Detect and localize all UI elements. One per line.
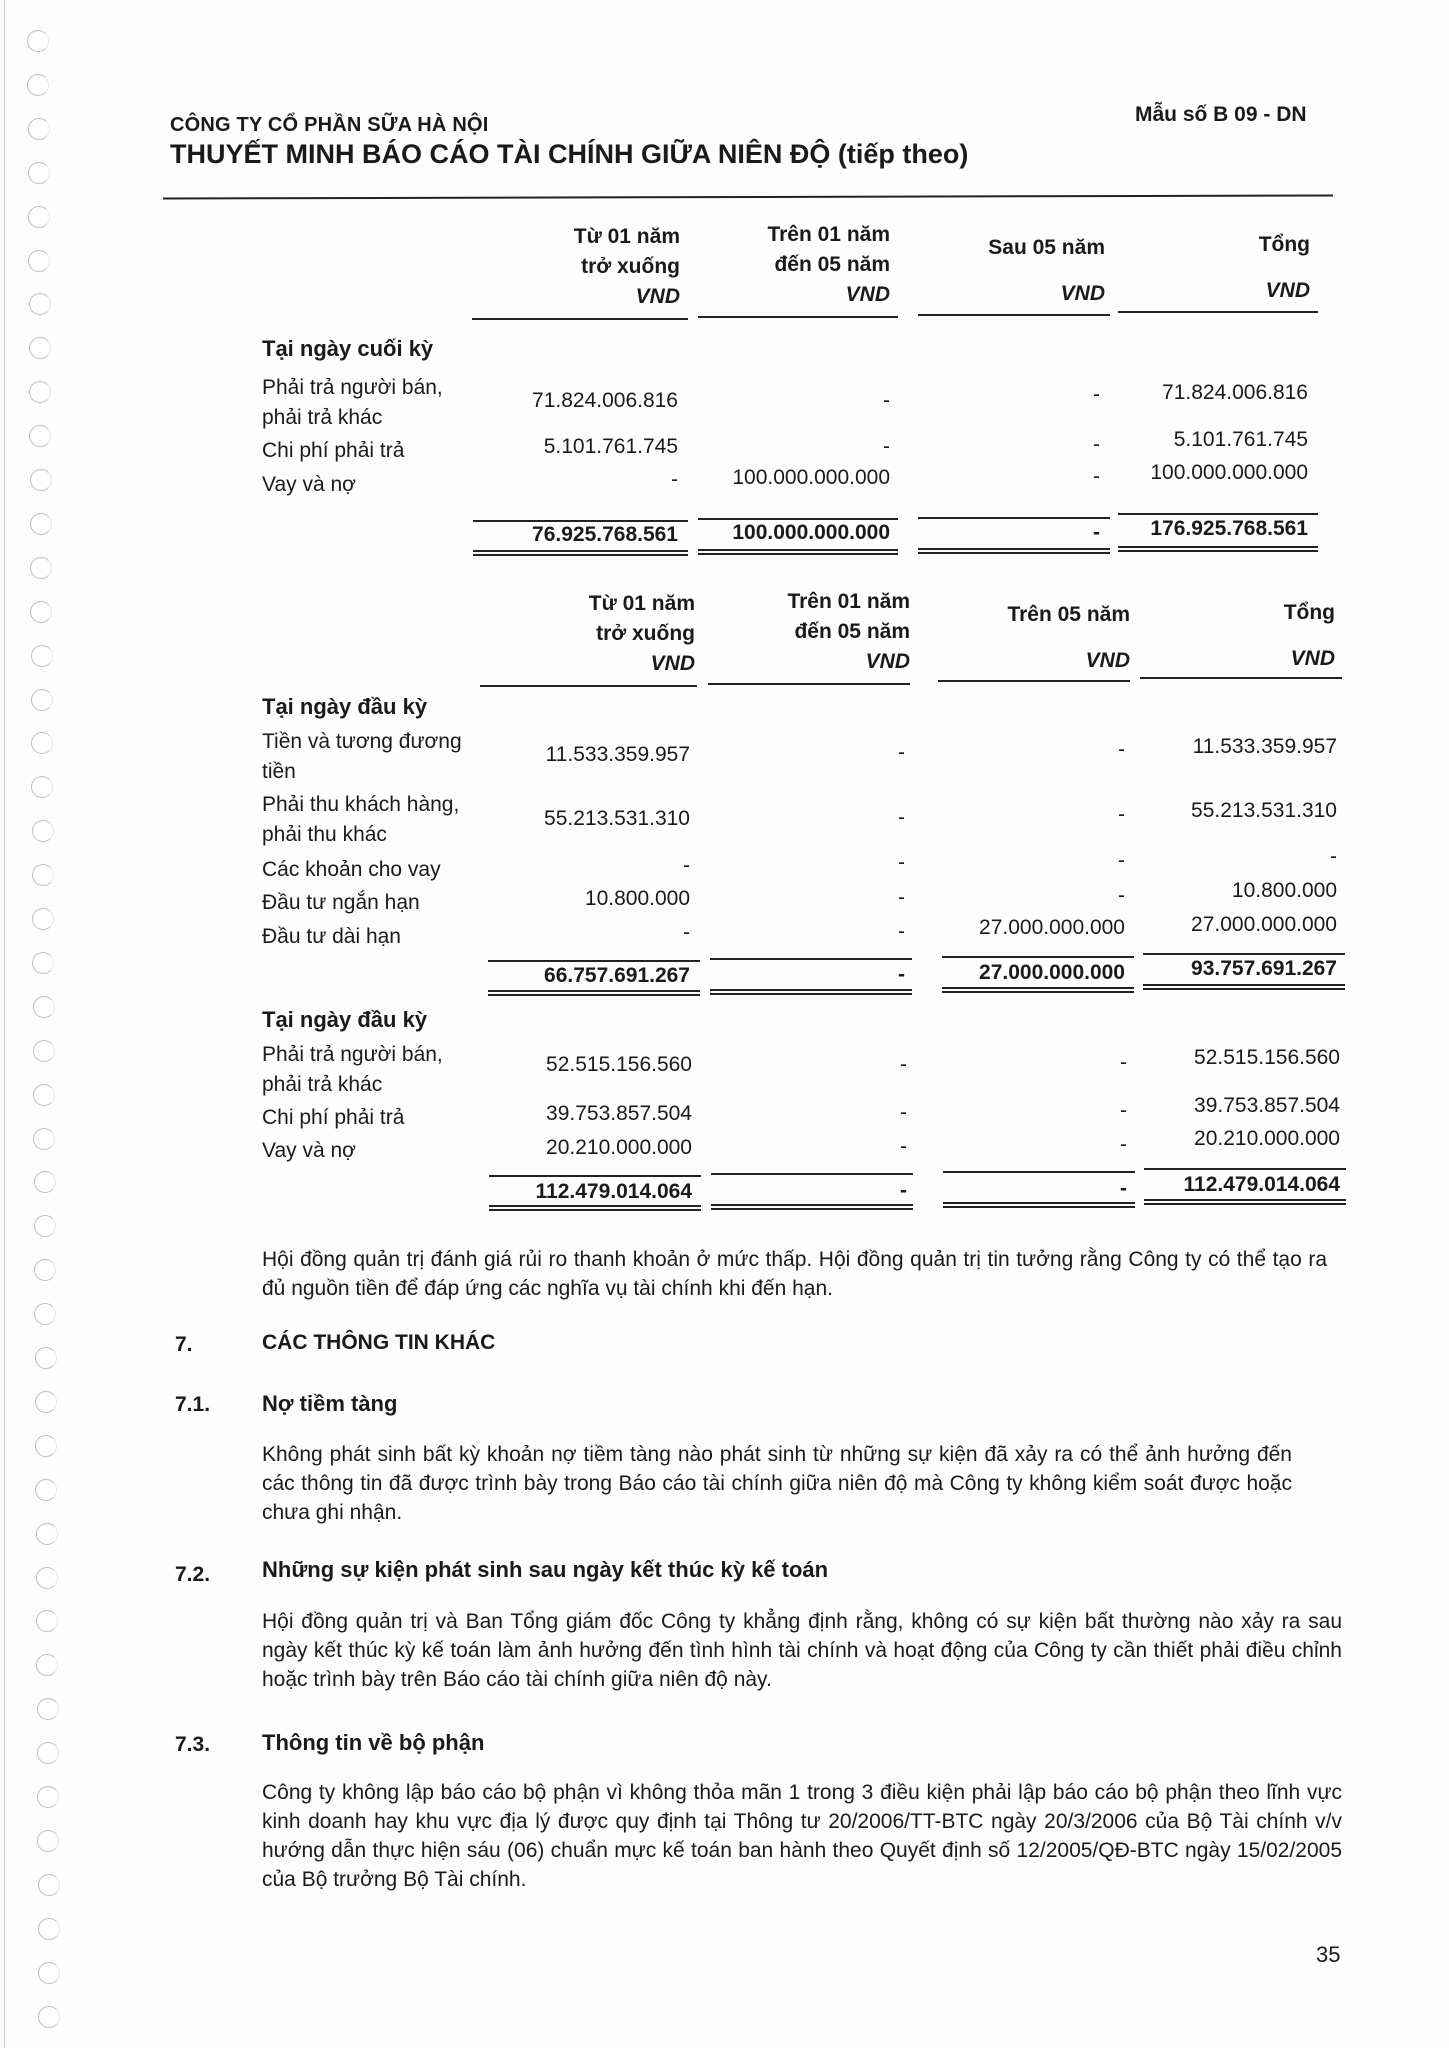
binder-hole [37, 1786, 59, 1808]
subsection-body: Hội đồng quản trị và Ban Tổng giám đốc Công ty khẳng định rằng, không có sự kiện bất thường nào xảy ra sau ngày kết thúc kỳ kế toán làm ảnh hưởng đến tình hình tài chính và hoạt động của Công ty cần thiết phải điều chỉnh hoặc trình bày trên Báo cáo tài chính giữa niên độ này. [262, 1610, 1342, 1691]
row-label: Phải thu khách hàng, phải thu khác [262, 793, 460, 846]
binder-hole [34, 1303, 56, 1325]
binder-hole [29, 337, 51, 359]
binder-hole [27, 74, 49, 96]
binder-hole [38, 1918, 60, 1940]
binder-hole [28, 206, 50, 228]
header-divider [163, 194, 1333, 199]
binder-hole [34, 1259, 56, 1281]
binder-hole [35, 1479, 57, 1501]
binder-hole [37, 1698, 59, 1720]
binder-hole [36, 1567, 58, 1589]
binder-hole [32, 864, 54, 886]
column-header: Trên 01 năm đến 05 năm VND [787, 590, 910, 673]
section-label: Tại ngày cuối kỳ [262, 336, 434, 361]
form-code: Mẫu số B 09 - DN [1135, 103, 1307, 126]
column-header: Tổng VND [1283, 601, 1335, 670]
binder-hole [28, 162, 50, 184]
column-header: Trên 01 năm đến 05 năm VND [767, 223, 890, 306]
subsection-number: 7.3. [175, 1733, 211, 1756]
binder-hole [31, 645, 53, 667]
binder-hole [30, 513, 52, 535]
binder-hole [33, 1084, 55, 1106]
total-value: - [898, 963, 905, 986]
binder-hole [33, 1040, 55, 1062]
binder-hole [37, 1830, 59, 1852]
subsection-title: Thông tin về bộ phận [262, 1730, 485, 1755]
subsection-number: 7.2. [175, 1563, 211, 1586]
binder-hole [31, 776, 53, 798]
binder-hole [29, 425, 51, 447]
page-edge-line [4, 0, 5, 2048]
subsection-body: Công ty không lập báo cáo bộ phận vì không thỏa mãn 1 trong 3 điều kiện phải lập báo cáo bộ phận theo lĩnh vực kinh doanh hay khu vực địa lý được quy định tại Thông tư 20/2006/TT-BTC ngày 20/3/2006 của Bộ Tài chính v/v hướng dẫn thực hiện sáu (06) chuẩn mực kế toán ban hành theo Quyết định số 12/2005/QĐ-BTC ngày 15/02/2005 của Bộ trưởng Bộ Tài chính. [262, 1781, 1342, 1891]
binder-hole [28, 250, 50, 272]
binder-hole [30, 557, 52, 579]
total-value: 112.479.014.064 [535, 1180, 692, 1203]
total-value: 100.000.000.000 [732, 521, 890, 544]
row-label: Vay và nợ [262, 473, 356, 496]
total-value: 66.757.691.267 [544, 964, 690, 987]
binder-hole [34, 1215, 56, 1237]
binder-hole [32, 908, 54, 930]
row-label: Đầu tư dài hạn [262, 925, 401, 948]
liquidity-note: Hội đồng quản trị đánh giá rủi ro thanh khoản ở mức thấp. Hội đồng quản trị tin tưởng rằng Công ty có thể tạo ra đủ nguồn tiền để đáp ứng các nghĩa vụ tài chính khi đến hạn. [262, 1248, 1327, 1300]
column-header: Sau 05 năm VND [988, 236, 1105, 305]
binder-hole [36, 1523, 58, 1545]
total-value: - [1120, 1177, 1127, 1200]
row-label: Chi phí phải trả [262, 439, 405, 462]
company-name: CÔNG TY CỔ PHẦN SỮA HÀ NỘI [170, 114, 489, 136]
binder-hole [29, 381, 51, 403]
binder-hole [30, 601, 52, 623]
row-label: Các khoản cho vay [262, 858, 441, 881]
binder-hole [32, 820, 54, 842]
binder-hole [33, 1128, 55, 1150]
row-label: Phải trả người bán, phải trả khác [262, 1043, 443, 1096]
binder-hole [36, 1610, 58, 1632]
section-label: Tại ngày đầu kỳ [262, 694, 428, 719]
total-value: 176.925.768.561 [1150, 517, 1308, 540]
document-header [170, 114, 968, 170]
column-header: Từ 01 năm trở xuống VND [588, 592, 695, 675]
total-value: 27.000.000.000 [979, 961, 1125, 984]
row-label: Vay và nợ [262, 1139, 356, 1162]
binder-hole [35, 1391, 57, 1413]
total-value: 112.479.014.064 [1183, 1173, 1340, 1196]
binder-hole [33, 996, 55, 1018]
page-number: 35 [1316, 1942, 1341, 1967]
row-label: Đầu tư ngắn hạn [262, 891, 420, 914]
binder-hole [28, 118, 50, 140]
column-header: Từ 01 năm trở xuống VND [573, 225, 680, 308]
binder-hole [38, 1874, 60, 1896]
binder-hole [34, 1171, 56, 1193]
total-value: - [900, 1179, 907, 1202]
binder-hole [29, 293, 51, 315]
binder-hole [30, 469, 52, 491]
column-header: Tổng VND [1258, 233, 1310, 302]
total-value: - [1093, 521, 1100, 544]
section-number: 7. [175, 1333, 193, 1356]
binder-hole [38, 2006, 60, 2028]
binder-hole [37, 1742, 59, 1764]
section-label: Tại ngày đầu kỳ [262, 1007, 428, 1032]
binder-hole [35, 1435, 57, 1457]
subsection-body: Không phát sinh bất kỳ khoản nợ tiềm tàng nào phát sinh từ những sự kiện đã xảy ra có thể ảnh hưởng đến các thông tin đã được trình bày trong Báo cáo tài chính giữa niên độ mà Công ty không kiểm soát được hoặc chưa ghi nhận. [262, 1443, 1292, 1524]
binder-hole [36, 1654, 58, 1676]
binder-hole [38, 1962, 60, 1984]
total-value: 93.757.691.267 [1191, 957, 1337, 980]
column-header: Trên 05 năm VND [1007, 603, 1130, 672]
section-title: CÁC THÔNG TIN KHÁC [262, 1331, 496, 1354]
total-value: 76.925.768.561 [532, 523, 678, 546]
subsection-title: Những sự kiện phát sinh sau ngày kết thúc kỳ kế toán [262, 1557, 829, 1582]
binder-hole [31, 689, 53, 711]
binder-hole [32, 952, 54, 974]
binder-hole [35, 1347, 57, 1369]
subsection-number: 7.1. [175, 1393, 211, 1416]
row-label: Tiền và tương đương tiền [262, 730, 462, 783]
row-label: Chi phí phải trả [262, 1106, 405, 1129]
document-title: THUYẾT MINH BÁO CÁO TÀI CHÍNH GIỮA NIÊN ĐỘ (tiếp theo) [170, 139, 969, 169]
row-label: Phải trả người bán, phải trả khác [262, 376, 443, 429]
binder-hole [27, 30, 49, 52]
subsection-title: Nợ tiềm tàng [262, 1391, 398, 1416]
binder-hole [31, 732, 53, 754]
